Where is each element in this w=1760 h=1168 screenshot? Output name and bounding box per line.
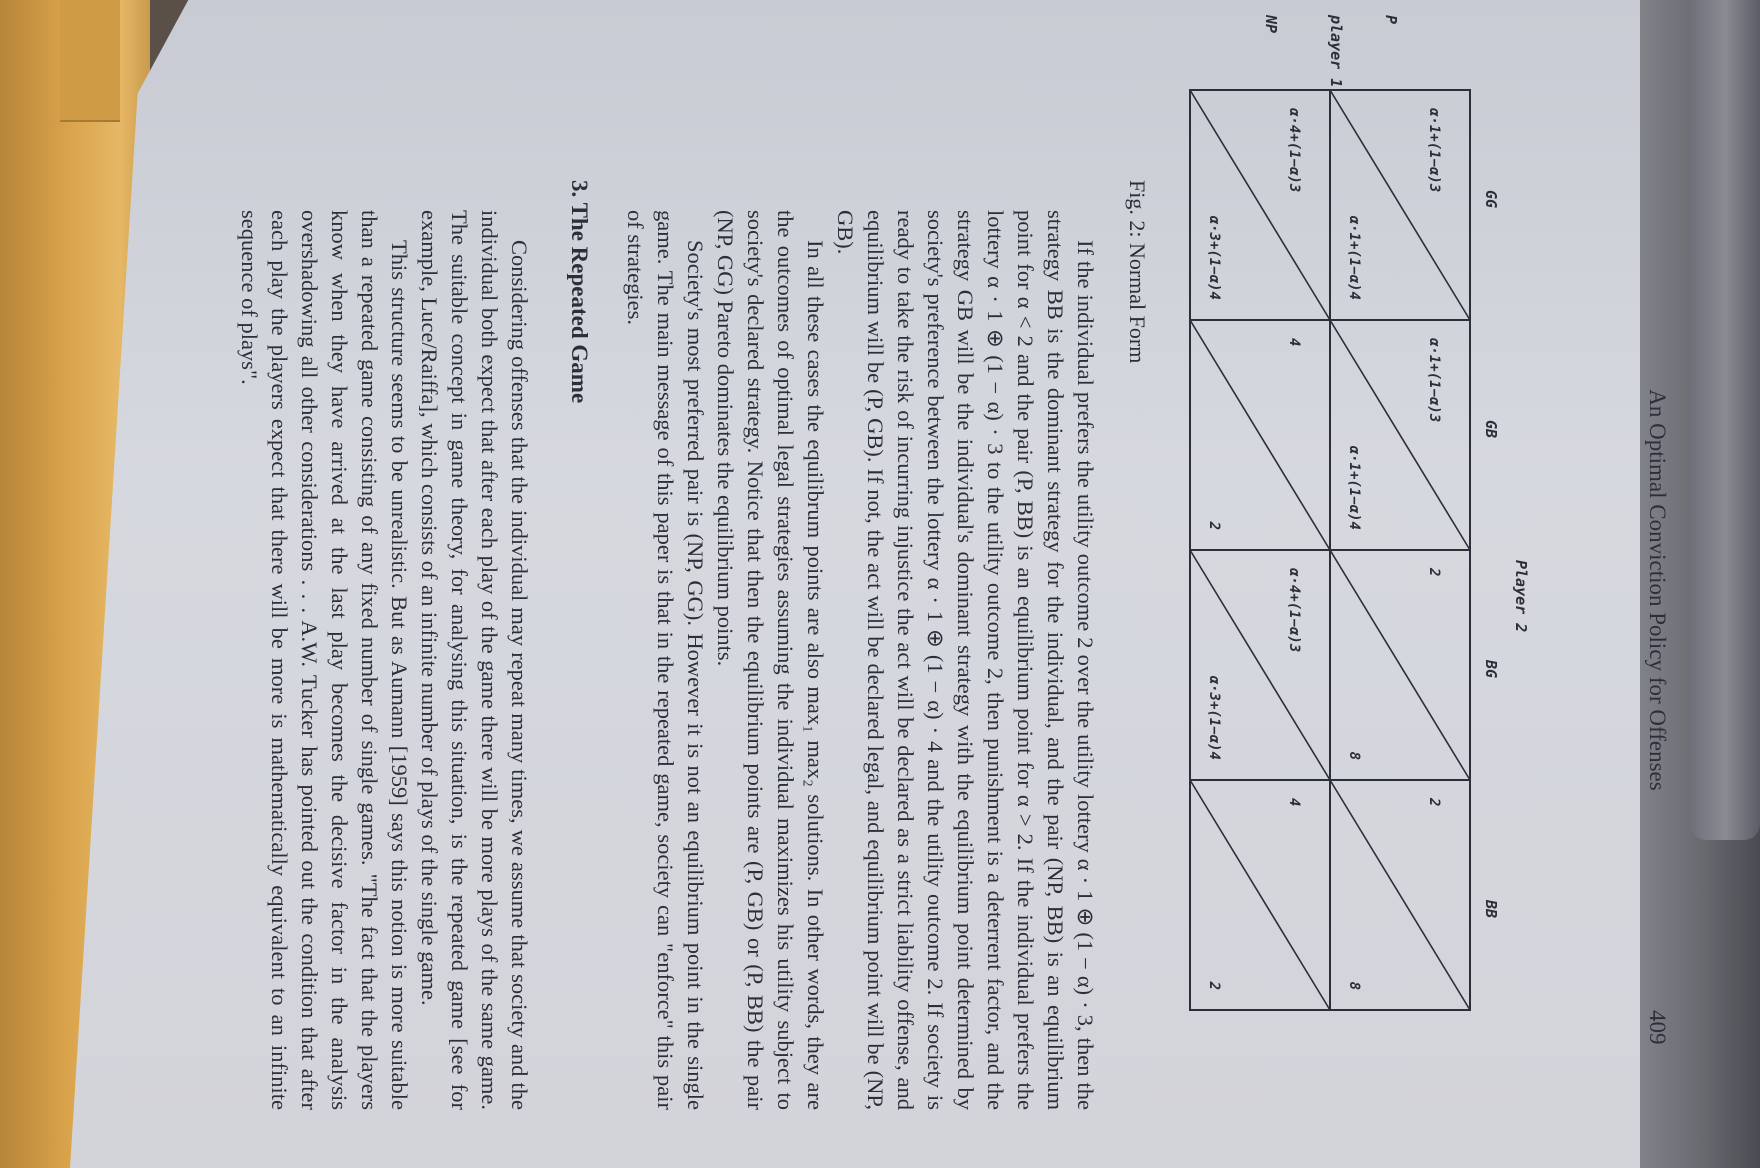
row-label-np: NP xyxy=(1262,15,1280,34)
cell-lower-payoff: α·1+(1−α)4 xyxy=(1346,215,1362,300)
cell-upper-payoff: α·1+(1−α)3 xyxy=(1426,338,1442,423)
cell-diagonal xyxy=(1330,550,1470,780)
page-number: 409 xyxy=(1645,1010,1670,1045)
column-label-bb: BB xyxy=(1482,900,1500,919)
cell-upper-payoff: 2 xyxy=(1426,568,1442,577)
cell-diagonal xyxy=(1190,320,1330,550)
cell-lower-payoff: α·1+(1−α)4 xyxy=(1346,445,1362,530)
section-paragraph-1: Considering offenses that the individual may repeat many times, we assume that society and the individual both expect that after each play of the game there will be more plays of the same game. The suitable concept in game theory, for analysing this situation, is the repeated game [see for example, Luce/Raiffa], which consists of an infinite number of plays of the single game. xyxy=(417,210,532,1110)
cell-upper-payoff: 4 xyxy=(1286,798,1302,807)
cell-lower-payoff: 8 xyxy=(1346,981,1362,990)
cell-upper-payoff: α·4+(1−α)3 xyxy=(1286,108,1302,193)
cell-lower-payoff: 2 xyxy=(1206,521,1222,530)
payoff-matrix xyxy=(1160,60,1550,1060)
binder-clip xyxy=(1690,0,1760,840)
column-label-bg: BG xyxy=(1482,660,1500,679)
cell-upper-payoff: 4 xyxy=(1286,338,1302,347)
cell-diagonal xyxy=(1330,780,1470,1010)
row-label-p: P xyxy=(1382,15,1400,25)
body-text xyxy=(234,180,1100,1110)
paragraph-1: If the individual prefers the utility outcome 2 over the utility lottery α · 1 ⊕ (1 − α) · 3, then the strategy BB is the dominant strategy for the individual, and the pair (NP, BB) is an equilibrium point for α < 2 and the pair (P, BB) is an equilibrium point for α > 2. If the individual prefers the lottery α · 1 ⊕ (1 − α) · 3 to the utility outcome 2, then punishment is a deterrent factor, and the strategy GB will be the individual's dominant strategy with the equilibrium point determined by society's preference between the lottery α · 1 ⊕ (1 − α) · 4 and the utility outcome 2. If society is ready to take the risk of incurring injustice the act will be declared as a strict liability offense, and equilibrium will be (P, GB). If not, the act will be declared legal, and equilibrium point will be (NP, GB). xyxy=(833,210,1098,1110)
cell-lower-payoff: 2 xyxy=(1206,981,1222,990)
cell-lower-payoff: α·3+(1−α)4 xyxy=(1206,675,1222,760)
player1-label: player 1 xyxy=(1327,15,1345,88)
figure-caption: Fig. 2: Normal Form xyxy=(1125,180,1150,364)
envelope-flap xyxy=(60,0,120,122)
section-heading: 3. The Repeated Game xyxy=(567,180,592,404)
cell-lower-payoff: 8 xyxy=(1346,751,1362,760)
running-title: An Optimal Conviction Policy for Offenses xyxy=(1645,389,1670,791)
normal-form-figure xyxy=(1160,15,1550,1060)
paragraph-3: Society's most preferred pair is (NP, GG). However it is not an equilibrium point in the single game. The main message of this paper is that in the repeated game, society can "enforce" this pair of strategies. xyxy=(623,210,708,1110)
section-paragraph-2: This structure seems to be unrealistic. But as Aumann [1959] says this notion is more suitable than a repeated game consisting of any fixed number of single games. "The fact that the players know when they have arrived at the last play becomes the decisive factor in the analysis overshadowing all other considerations . . . A.W. Tucker has pointed out the condition that after each play the players expect that there will be more is mathematically equivalent to an infinite sequence of plays". xyxy=(237,210,412,1110)
cell-upper-payoff: 2 xyxy=(1426,798,1442,807)
column-label-gb: GB xyxy=(1482,420,1500,439)
column-label-gg: GG xyxy=(1482,190,1500,209)
cell-upper-payoff: α·1+(1−α)3 xyxy=(1426,108,1442,193)
cell-lower-payoff: α·3+(1−α)4 xyxy=(1206,215,1222,300)
cell-upper-payoff: α·4+(1−α)3 xyxy=(1286,568,1302,653)
paragraph-2: In all these cases the equilibrum points are also max₁ max₂ solutions. In other words, they are the outcomes of optimal legal strategies assuming the individual maximizes his utility subject to society's declared strategy. Notice that then the equilibrium points are (P, GB) or (P, BB) the pair (NP, GG) Pareto dominates the equilibrium points. xyxy=(713,210,828,1110)
cell-diagonal xyxy=(1190,780,1330,1010)
player2-label: Player 2 xyxy=(1512,560,1530,633)
rotated-page-content xyxy=(237,0,1690,1168)
